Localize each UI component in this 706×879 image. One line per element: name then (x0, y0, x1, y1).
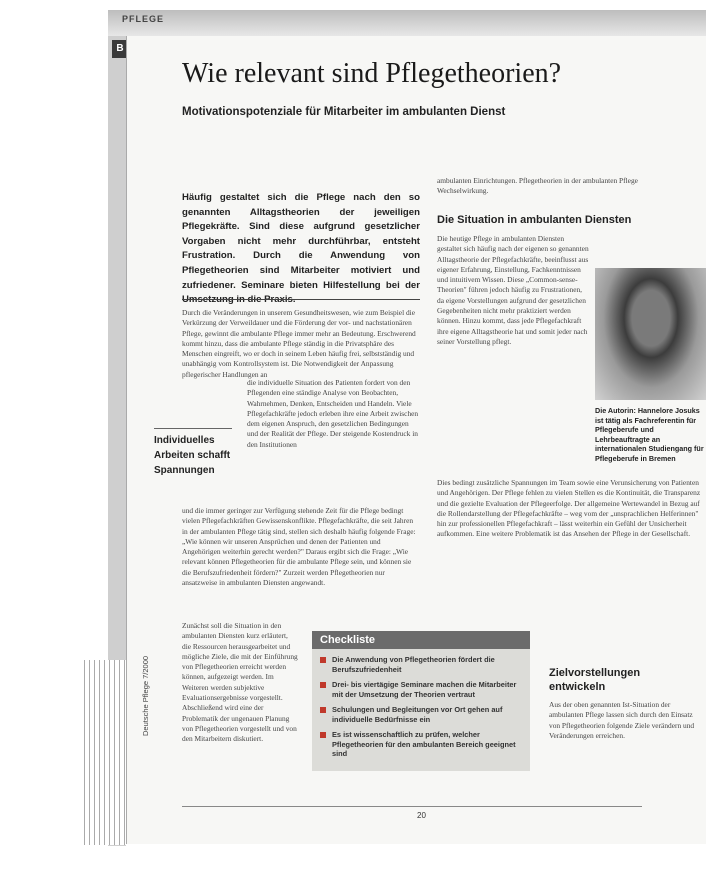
checklist-title: Checkliste (320, 634, 376, 646)
square-bullet-icon (320, 657, 326, 663)
checklist-item-text: Die Anwendung von Pflegetheorien fördert die Berufszufriedenheit (332, 655, 495, 674)
square-bullet-icon (320, 732, 326, 738)
article-headline: Wie relevant sind Pflegetheorien? (182, 58, 562, 89)
lead-paragraph: Häufig gestaltet sich die Pflege nach den so genannten Alltagstheorien der jeweiligen Pflegekräfte. Sind diese aufgrund gesetzlicher Vorgaben nicht mehr durchführbar, entsteht Frustration. Durch die Anwendung von Pflegetheorien sind Mitarbeiter motiviert und zufriedener. Seminare bieten Hilfestellung bei der Umsetzung in die Praxis. (182, 192, 420, 306)
side-heading: Individuelles Arbeiten schafft Spannungen (154, 428, 232, 478)
footer-rule (182, 806, 642, 807)
checklist-item (320, 730, 522, 759)
right-paragraph-2: Dies bedingt zusätzliche Spannungen im Team sowie eine Verunsicherung von Patienten und Angehörigen. Der Pflege fehlen zu vielen Stellen es die Kontinuität, die Transparenz und die gezielte Evaluation der Pflegeerfolge. Der allgemeine Wertewandel in Bezug auf die Rollendarstellung der Pflegefachkräfte – weg vom der „unsprachlichen Helferinnen" hin zur professionellen Pflegefachkraft – lässt weiterhin ein Gefühl der Unsicherheit aufkommen. Eine weitere Problematik ist das Ansehen der Pflege in der Gesellschaft. (437, 478, 701, 539)
square-bullet-icon (320, 682, 326, 688)
article-subtitle: Motivationspotenziale für Mitarbeiter im ambulanten Dienst (182, 106, 506, 118)
checklist-item-text: Schulungen und Begleitungen vor Ort gehen auf individuelle Bedürfnisse ein (332, 705, 503, 724)
page-number: 20 (417, 811, 426, 820)
checklist-item (320, 680, 522, 699)
checklist-item (320, 655, 522, 674)
checklist-item (320, 705, 522, 724)
body-paragraph-1: Durch die Veränderungen in unserem Gesundheitswesen, wie zum Beispiel die Verkürzung der Verweildauer und die Förderung der vor- und nachstationären Pflege, gewinnt die ambulante Pflege immer mehr an Bedeutung. Erschwerend kommt hinzu, dass die ambulante Pflege ständig in die Privatsphäre des Menschen eingreift, wo er doch in seinem Leben häufig frei, selbstständig und unabhängig vom Kontrollsystem ist. Die Notwendigkeit der Anpassung pflegerischer Handlungen an (182, 308, 416, 379)
body-paragraph-1b: die individuelle Situation des Patienten fordert von den Pflegenden eine ständige Analyse von Beobachten, Wahrnehmen, Denken, Entscheiden und Handeln. Viele Pflegefachkräfte jedoch erleben ihre eine Arbeit zwischen dem eigenen Anspruch, den gesetzlichen Bedingungen und der Realität der Pflege. Der steigende Kostendruck in den Institutionen (247, 378, 419, 449)
vertical-credit: Deutsche Pflege 7/2000 (141, 655, 150, 736)
author-caption: Die Autorin: Hannelore Josuks ist tätig als Fachreferentin für Pflegeberufe und Lehrbeauftragte an internationalen Studiengang für Pflegeberufe in Bremen (595, 406, 704, 463)
magazine-page (126, 36, 706, 844)
square-bullet-icon (320, 707, 326, 713)
scan-shadow (108, 10, 706, 36)
right-paragraph-3: Aus der oben genannten Ist-Situation der ambulanten Pflege lassen sich durch den Einsatz von Pflegetheorien folgende Ziele verändern und Veränderungen erreichen. (549, 700, 695, 740)
checklist-item-text: Drei- bis viertägige Seminare machen die Mitarbeiter mit der Umsetzung der Theorien vertraut (332, 680, 517, 699)
previous-page-text: PFLEGE (122, 14, 165, 24)
section-tab: B (112, 40, 128, 58)
section-heading-situation: Die Situation in ambulanten Diensten (437, 214, 632, 226)
checklist-box (312, 631, 530, 771)
body-paragraph-2: und die immer geringer zur Verfügung stehende Zeit für die Pflege bedingt vielen Pflegefachkräften Gewissenskonflikte. Pflegefachkräfte, die seit Jahren in der ambulanten Pflege tätig sind, stellen sich deshalb häufig folgende Frage: „Wie können wir unseren Ansprüchen und denen der Patienten und Angehörigen weiterhin gerecht werden?" Daraus ergibt sich die Frage: „Wie relevant können Pflegetheorien für die ambulante Pflege sein, und können sie die Berufszufriedenheit fördern?" Zurzeit werden Pflegetheorien nur ansatzweise in ambulanten Diensten angewandt. (182, 506, 416, 588)
section-heading-goals: Zielvorstellungen entwickeln (549, 667, 641, 693)
body-paragraph-3: Zunächst soll die Situation in den ambulanten Diensten kurz erläutert, die Ressourcen herausgearbeitet und mögliche Ziele, die mit der Einführung von Pflegetheorien erreicht werden können, aufgezeigt werden. Im Weiteren werden subjektive Evaluationsergebnisse vorgestellt. Abschließend wird eine der Problematik der ungenauen Planung von Pflegetheorien vorgestellt und von den Mitarbeitern diskutiert. (182, 621, 298, 744)
author-photo (595, 268, 706, 400)
checklist-header (312, 631, 530, 649)
right-paragraph-1: Die heutige Pflege in ambulanten Diensten gestaltet sich häufig nach der eigenen so genannten Alltagstheorie der Pflegefachkräfte, beeinflusst aus eigener Erfahrung, Einstellung, Fachkenntnissen und intuitivem Wissen. Diese „Common-sense-Theorien" führen jedoch häufig zu Frustrationen, da eigene Vorstellungen aufgrund der gesetzlichen Gegebenheiten nicht mehr praktiziert werden können. Hinzu kommt, dass jede Pflegefachkraft ihre eigene Alltagstheorie hat und somit jeder nach seiner Vorstellung pflegt. (437, 234, 589, 346)
binding-edge (80, 660, 126, 845)
checklist-item-text: Es ist wissenschaftlich zu prüfen, welcher Pflegetheorien für den ambulanten Bereich geeignet sind (332, 730, 516, 758)
lead-divider (182, 299, 420, 300)
right-column-intro: ambulanten Einrichtungen. Pflegetheorien in der ambulanten Pflege Wechselwirkung. (437, 176, 638, 196)
